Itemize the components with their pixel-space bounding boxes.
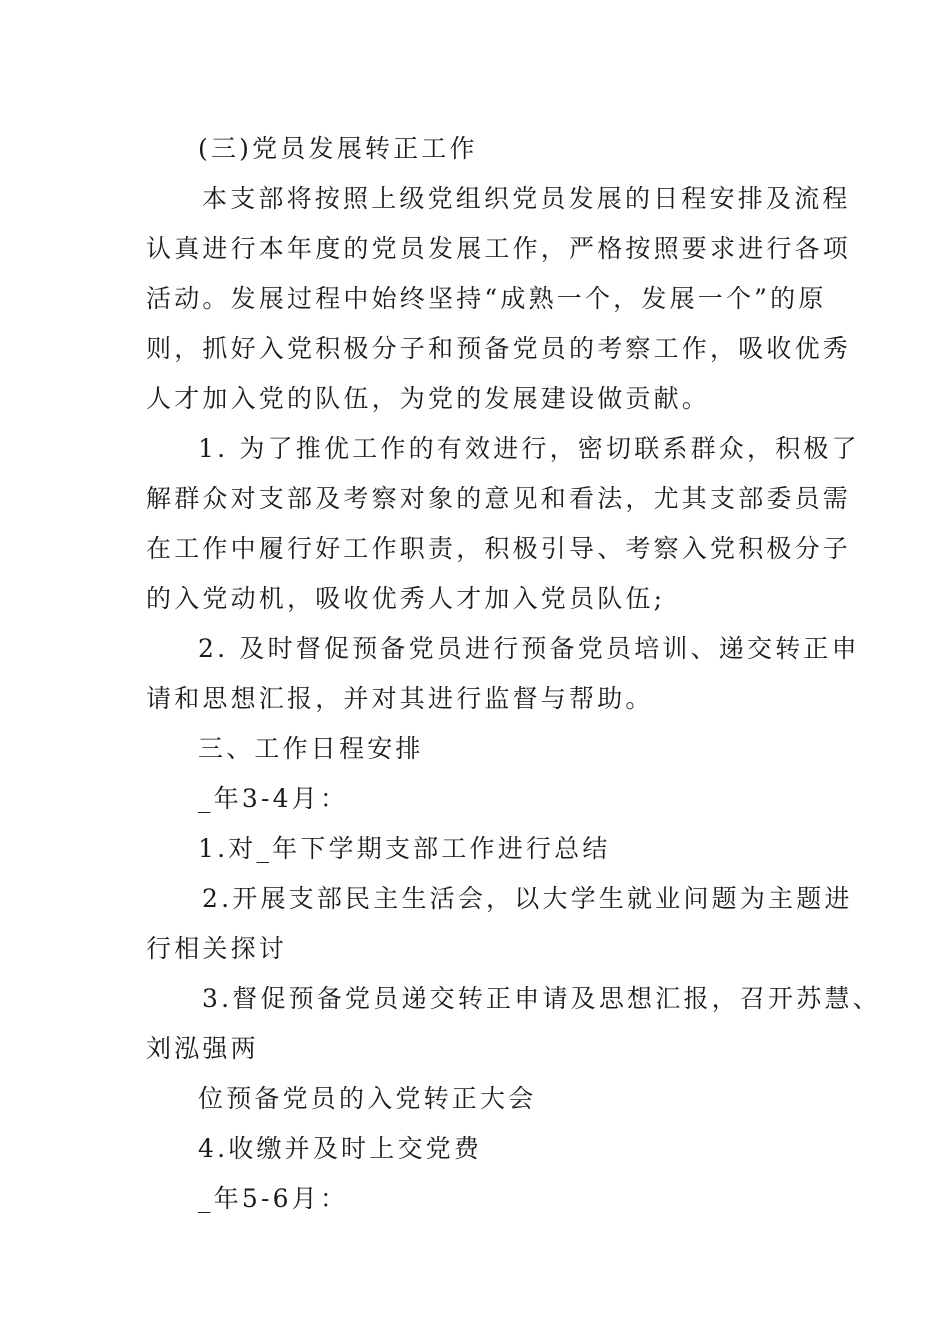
schedule-item-1: 1.对_年下学期支部工作进行总结 (198, 834, 611, 863)
period-heading-march-april: _年3-4月： (198, 784, 349, 813)
list-item-2-line: 2. 及时督促预备党员进行预备党员培训、递交转正申 (198, 634, 860, 663)
list-item-2-line: 请和思想汇报，并对其进行监督与帮助。 (146, 684, 654, 713)
schedule-item-2-line: 2.开展支部民主生活会，以大学生就业问题为主题进 (202, 884, 853, 913)
schedule-item-4: 4.收缴并及时上交党费 (198, 1134, 483, 1163)
paragraph-line: 则，抓好入党积极分子和预备党员的考察工作，吸收优秀 (146, 334, 852, 363)
paragraph-line: 活动。发展过程中始终坚持“成熟一个，发展一个”的原 (146, 284, 827, 313)
period-heading-may-june: _年5-6月： (198, 1184, 349, 1213)
list-item-1-line: 在工作中履行好工作职责，积极引导、考察入党积极分子 (146, 534, 852, 563)
schedule-item-3-line: 位预备党员的入党转正大会 (198, 1084, 537, 1113)
list-item-1-line: 1. 为了推优工作的有效进行，密切联系群众，积极了 (198, 434, 860, 463)
schedule-item-2-line: 行相关探讨 (146, 934, 288, 963)
document-body (146, 124, 881, 1224)
section-heading-member-development: (三)党员发展转正工作 (198, 134, 478, 163)
paragraph-line: 人才加入党的队伍，为党的发展建设做贡献。 (146, 384, 711, 413)
schedule-item-3-line: 刘泓强两 (146, 1034, 259, 1063)
list-item-1-line: 的入党动机，吸收优秀人才加入党员队伍; (146, 584, 666, 613)
list-item-1-line: 解群众对支部及考察对象的意见和看法，尤其支部委员需 (146, 484, 852, 513)
schedule-item-3-line: 3.督促预备党员递交转正申请及思想汇报，召开苏慧、 (202, 984, 881, 1013)
section-heading-schedule: 三、工作日程安排 (198, 734, 424, 763)
paragraph-line: 本支部将按照上级党组织党员发展的日程安排及流程 (202, 184, 851, 213)
paragraph-line: 认真进行本年度的党员发展工作，严格按照要求进行各项 (146, 234, 852, 263)
